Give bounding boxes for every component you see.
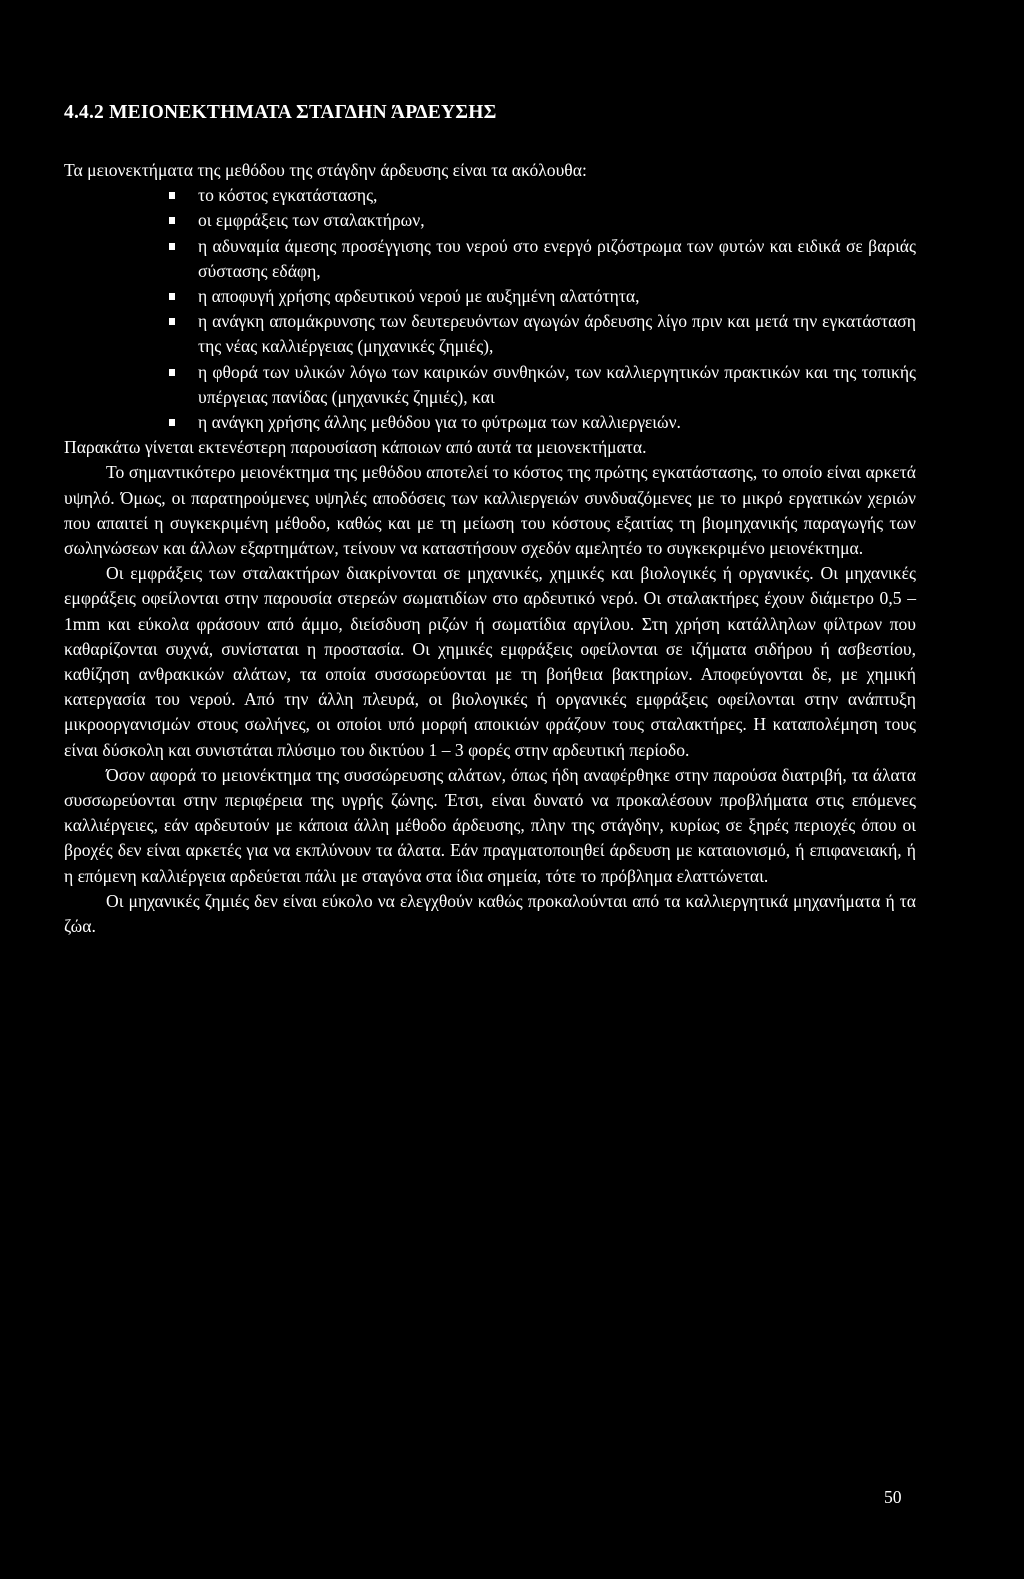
intro-text: Τα μειονεκτήματα της μεθόδου της στάγδην άρδευσης είναι τα ακόλουθα:: [64, 160, 587, 180]
paragraph-mechanical-damage: Οι μηχανικές ζημιές δεν είναι εύκολο να ελεγχθούν καθώς προκαλούνται από τα καλλιεργητικά μηχανήματα ή τα ζώα.: [64, 890, 916, 937]
paragraph-clogging: Οι εμφράξεις των σταλακτήρων διακρίνονται σε μηχανικές, χημικές και βιολογικές ή οργανικές. Οι μηχανικές εμφράξεις οφείλονται στην παρουσία στερεών σωματιδίων στο αρδευτικό νερό. Οι σταλακτήρες έχουν διάμετρο 0,5 – 1mm και εύκολα φράσουν από άμμο, διείσδυση ριζών ή σωματίδια αργίλου. Στη χρήση κατάλληλων φίλτρων που καθαρίζονται συχνά, συνίσταται η προστασία. Οι χημικές εμφράξεις οφείλονται σε ιζήματα σιδήρου ή ασβεστίου, καθίζηση ανθρακικών αλάτων, τα οποία συσσωρεύονται με τη βοήθεια βακτηρίων. Αποφεύγονται δε, με χημική κατεργασία του νερού. Από την άλλη πλευρά, οι βιολογικές ή οργανικές εμφράξεις οφείλονται στην ανάπτυξη μικροοργανισμών στους σωλήνες, οι οποίοι υπό μορφή αποικιών φράζουν τους σταλακτήρες. Η καταπολέμηση τους είναι δύσκολη και συνιστάται πλύσιμο του δικτύου 1 – 3 φορές στην αρδευτική περίοδο.: [64, 563, 916, 760]
page-number: 50: [884, 1487, 902, 1507]
square-bullet-icon: [169, 419, 175, 426]
square-bullet-icon: [169, 192, 175, 199]
list-item: η αποφυγή χρήσης αρδευτικού νερού με αυξημένη αλατότητα,: [198, 284, 916, 309]
list-item: η ανάγκη απομάκρυνσης των δευτερευόντων αγωγών άρδευσης λίγο πριν και μετά την εγκατάσταση της νέας καλλιέργειας (μηχανικές ζημιές),: [198, 309, 916, 359]
disadvantages-list: [64, 183, 916, 435]
list-item: το κόστος εγκατάστασης,: [198, 183, 916, 208]
section-heading: 4.4.2 ΜΕΙΟΝΕΚΤΗΜΑΤΑ ΣΤΑΓΔΗΝ ΆΡΔΕΥΣΗΣ: [64, 102, 497, 123]
list-item: η φθορά των υλικών λόγω των καιρικών συνθηκών, των καλλιεργητικών πρακτικών και της τοπικής υπέργειας πανίδας (μηχανικές ζημιές), και: [198, 360, 916, 410]
paragraph-salts: Όσον αφορά το μειονέκτημα της συσσώρευσης αλάτων, όπως ήδη αναφέρθηκε στην παρούσα διατριβή, τα άλατα συσσωρεύονται στην περιφέρεια της υγρής ζώνης. Έτσι, είναι δυνατό να προκαλέσουν προβλήματα στις επόμενες καλλιέργειες, εάν αρδευτούν με κάποια άλλη μέθοδο άρδευσης, πλην της στάγδην, κυρίως σε ξηρές περιοχές όπου οι βροχές δεν είναι αρκετές για να εκπλύνουν τα άλατα. Εάν πραγματοποιηθεί άρδευση με καταιονισμό, ή επιφανειακή, ή η επόμενη καλλιέργεια αρδεύεται πάλι με σταγόνα στα ίδια σημεία, τότε το πρόβλημα ελαττώνεται.: [64, 764, 916, 886]
list-item: η αδυναμία άμεσης προσέγγισης του νερού στο ενεργό ριζόστρωμα των φυτών και ειδικά σε βαριάς σύστασης εδάφη,: [198, 234, 916, 284]
paragraph-cost: Το σημαντικότερο μειονέκτημα της μεθόδου αποτελεί το κόστος της πρώτης εγκατάστασης, το οποίο είναι αρκετά υψηλό. Όμως, οι παρατηρούμενες υψηλές αποδόσεις των καλλιεργειών συνδυαζόμενες με το μικρό εργατικών χεριών που απαιτεί η συγκεκριμένη μέθοδο, καθώς και με τη μείωση του κόστους εξαιτίας τη βιομηχανικής παραγωγής των σωληνώσεων και άλλων εξαρτημάτων, τείνουν να καταστήσουν σχεδόν αμελητέο το συγκεκριμένο μειονέκτημα.: [64, 462, 916, 559]
square-bullet-icon: [169, 243, 175, 250]
square-bullet-icon: [169, 293, 175, 300]
square-bullet-icon: [169, 217, 175, 224]
transition-text: Παρακάτω γίνεται εκτενέστερη παρουσίαση κάποιων από αυτά τα μειονεκτήματα.: [64, 437, 647, 458]
square-bullet-icon: [169, 369, 175, 376]
list-item: οι εμφράξεις των σταλακτήρων,: [198, 208, 916, 233]
list-item: η ανάγκη χρήσης άλλης μεθόδου για το φύτρωμα των καλλιεργειών.: [198, 410, 916, 435]
document-page: [64, 100, 916, 939]
square-bullet-icon: [169, 318, 175, 325]
